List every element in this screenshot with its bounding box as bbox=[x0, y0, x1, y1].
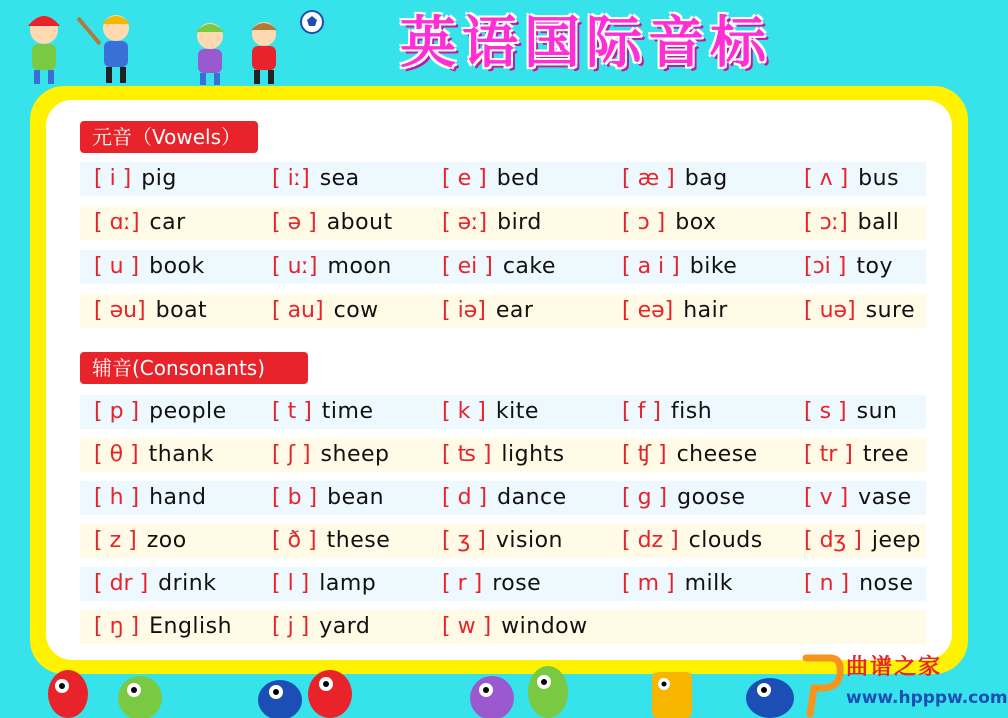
table-row bbox=[80, 438, 926, 472]
phonetic-symbol: [ j ] bbox=[272, 614, 310, 639]
phonetic-entry bbox=[94, 250, 205, 284]
phonetic-symbol: [ eə] bbox=[622, 298, 674, 323]
phonetic-symbol: [ f ] bbox=[622, 399, 661, 424]
example-word: cow bbox=[333, 298, 379, 323]
table-row bbox=[80, 250, 926, 284]
phonetic-entry bbox=[442, 294, 533, 328]
example-word: jeep bbox=[871, 528, 921, 553]
phonetic-entry bbox=[272, 250, 392, 284]
phonetic-entry bbox=[804, 162, 899, 196]
phonetic-entry bbox=[804, 524, 921, 558]
table-row bbox=[80, 610, 926, 644]
example-word: bed bbox=[496, 166, 540, 191]
example-word: car bbox=[149, 210, 186, 235]
example-word: sun bbox=[856, 399, 898, 424]
phonetic-symbol: [ɔi ] bbox=[804, 254, 847, 279]
phonetic-symbol: [ t ] bbox=[272, 399, 312, 424]
phonetic-entry bbox=[442, 481, 567, 515]
phonetic-entry bbox=[622, 438, 758, 472]
phonetic-entry bbox=[94, 524, 187, 558]
example-word: bus bbox=[858, 166, 900, 191]
phonetic-entry bbox=[94, 610, 232, 644]
phonetic-symbol: [ ŋ ] bbox=[94, 614, 140, 639]
phonetic-entry bbox=[94, 481, 206, 515]
example-word: drink bbox=[158, 571, 217, 596]
letter-monsters-icon bbox=[40, 650, 800, 718]
example-word: these bbox=[326, 528, 391, 553]
phonetic-entry bbox=[622, 162, 728, 196]
phonetic-symbol: [ θ ] bbox=[94, 442, 139, 467]
phonetic-symbol: [ ɔ ] bbox=[622, 210, 666, 235]
consonants-label: 辅音(Consonants) bbox=[80, 352, 308, 384]
example-word: boat bbox=[155, 298, 208, 323]
phonetic-symbol: [ p ] bbox=[94, 399, 140, 424]
phonetic-symbol: [ ʦ ] bbox=[442, 442, 492, 467]
example-word: nose bbox=[859, 571, 914, 596]
phonetic-symbol: [ dr ] bbox=[94, 571, 149, 596]
phonetic-entry bbox=[804, 567, 914, 601]
phonetic-symbol: [ uə] bbox=[804, 298, 856, 323]
example-word: cheese bbox=[676, 442, 758, 467]
example-word: lamp bbox=[319, 571, 377, 596]
phonetic-symbol: [ k ] bbox=[442, 399, 486, 424]
phonetic-symbol: [ ʒ ] bbox=[442, 528, 486, 553]
cartoon-kids-icon bbox=[8, 4, 338, 88]
phonetic-entry bbox=[272, 524, 390, 558]
example-word: time bbox=[321, 399, 374, 424]
phonetic-entry bbox=[442, 395, 539, 429]
phonetic-entry bbox=[622, 481, 746, 515]
vowels-label: 元音（Vowels） bbox=[80, 121, 258, 153]
phonetic-entry bbox=[272, 481, 384, 515]
phonetic-symbol: [ n ] bbox=[804, 571, 850, 596]
example-word: vision bbox=[495, 528, 563, 553]
football-icon bbox=[301, 11, 323, 33]
phonetic-entry bbox=[272, 395, 374, 429]
phonetic-entry bbox=[804, 206, 899, 240]
phonetic-symbol: [ a i ] bbox=[622, 254, 680, 279]
phonetic-symbol: [ g ] bbox=[622, 485, 668, 510]
phonetic-entry bbox=[442, 206, 542, 240]
phonetic-entry bbox=[272, 567, 376, 601]
phonetic-entry bbox=[622, 524, 763, 558]
phonetic-entry bbox=[622, 294, 728, 328]
example-word: ball bbox=[857, 210, 900, 235]
example-word: milk bbox=[684, 571, 733, 596]
phonetic-symbol: [ dʒ ] bbox=[804, 528, 862, 553]
example-word: bike bbox=[689, 254, 738, 279]
example-word: dance bbox=[497, 485, 567, 510]
phonetic-entry bbox=[804, 250, 893, 284]
phonetic-entry bbox=[94, 162, 177, 196]
phonetic-entry bbox=[94, 395, 227, 429]
phonetic-symbol: [ əu] bbox=[94, 298, 146, 323]
phonetic-symbol: [ h ] bbox=[94, 485, 140, 510]
site-logo bbox=[800, 648, 1008, 718]
example-word: people bbox=[149, 399, 227, 424]
phonetic-symbol: [ dz ] bbox=[622, 528, 679, 553]
example-word: sea bbox=[319, 166, 360, 191]
phonetic-entry bbox=[94, 206, 186, 240]
logo-name: 曲谱之家 bbox=[846, 655, 943, 680]
phonetic-entry bbox=[94, 294, 207, 328]
phonetic-symbol: [ ɑː] bbox=[94, 210, 140, 235]
example-word: sheep bbox=[320, 442, 390, 467]
phonetic-symbol: [ uː] bbox=[272, 254, 318, 279]
phonetic-symbol: [ w ] bbox=[442, 614, 492, 639]
example-word: pig bbox=[141, 166, 177, 191]
phonetic-symbol: [ s ] bbox=[804, 399, 847, 424]
phonetic-entry bbox=[442, 250, 556, 284]
phonetic-entry bbox=[622, 250, 737, 284]
logo-url: www.hpppw.com bbox=[846, 688, 1008, 708]
table-row bbox=[80, 481, 926, 515]
example-word: box bbox=[675, 210, 717, 235]
page-title: 英语国际音标 bbox=[400, 11, 772, 76]
example-word: about bbox=[326, 210, 393, 235]
example-word: hand bbox=[149, 485, 207, 510]
example-word: bag bbox=[684, 166, 728, 191]
example-word: yard bbox=[319, 614, 371, 639]
phonetic-entry bbox=[272, 438, 390, 472]
phonetic-symbol: [ ei ] bbox=[442, 254, 493, 279]
phonetic-symbol: [ əː] bbox=[442, 210, 488, 235]
example-word: bean bbox=[327, 485, 385, 510]
phonetic-symbol: [ ə ] bbox=[272, 210, 317, 235]
example-word: fish bbox=[670, 399, 713, 424]
phonetic-symbol: [ e ] bbox=[442, 166, 487, 191]
phonetic-symbol: [ r ] bbox=[442, 571, 483, 596]
phonetic-symbol: [ d ] bbox=[442, 485, 488, 510]
example-word: tree bbox=[862, 442, 910, 467]
phonetic-entry bbox=[804, 294, 915, 328]
example-word: goose bbox=[677, 485, 746, 510]
phonetic-symbol: [ u ] bbox=[94, 254, 140, 279]
example-word: vase bbox=[858, 485, 912, 510]
example-word: zoo bbox=[146, 528, 187, 553]
phonetic-symbol: [ iə] bbox=[442, 298, 486, 323]
phonetic-symbol: [ au] bbox=[272, 298, 324, 323]
phonetic-symbol: [ z ] bbox=[94, 528, 137, 553]
phonetic-symbol: [ æ ] bbox=[622, 166, 675, 191]
phonetic-symbol: [ ð ] bbox=[272, 528, 317, 553]
phonetic-entry bbox=[272, 162, 360, 196]
example-word: English bbox=[149, 614, 233, 639]
example-word: thank bbox=[148, 442, 214, 467]
example-word: kite bbox=[495, 399, 539, 424]
phonetic-entry bbox=[442, 610, 588, 644]
example-word: window bbox=[501, 614, 588, 639]
phonetic-entry bbox=[442, 162, 540, 196]
example-word: moon bbox=[327, 254, 392, 279]
phonetic-entry bbox=[622, 567, 733, 601]
example-word: lights bbox=[501, 442, 565, 467]
table-row bbox=[80, 206, 926, 240]
example-word: rose bbox=[492, 571, 542, 596]
table-row bbox=[80, 524, 926, 558]
phonetic-symbol: [ ʧ ] bbox=[622, 442, 667, 467]
phonetic-entry bbox=[272, 294, 379, 328]
example-word: sure bbox=[865, 298, 916, 323]
phonetic-entry bbox=[272, 610, 370, 644]
phonetic-symbol: [ iː] bbox=[272, 166, 310, 191]
phonetic-symbol: [ m ] bbox=[622, 571, 675, 596]
phonetic-entry bbox=[804, 395, 897, 429]
table-row bbox=[80, 294, 926, 328]
phonetic-entry bbox=[442, 567, 541, 601]
phonetic-entry bbox=[442, 524, 563, 558]
phonetic-symbol: [ tr ] bbox=[804, 442, 853, 467]
example-word: book bbox=[149, 254, 205, 279]
phonetic-entry bbox=[94, 567, 216, 601]
phonetic-symbol: [ ʃ ] bbox=[272, 442, 311, 467]
example-word: toy bbox=[856, 254, 893, 279]
phonetic-entry bbox=[442, 438, 565, 472]
phonetic-entry bbox=[804, 481, 912, 515]
phonetic-symbol: [ v ] bbox=[804, 485, 849, 510]
phonetic-entry bbox=[622, 395, 712, 429]
table-row bbox=[80, 395, 926, 429]
site-logo-icon bbox=[800, 650, 844, 716]
table-row bbox=[80, 162, 926, 196]
phonetic-symbol: [ b ] bbox=[272, 485, 318, 510]
phonetic-symbol: [ l ] bbox=[272, 571, 310, 596]
phonetic-symbol: [ i ] bbox=[94, 166, 132, 191]
example-word: hair bbox=[683, 298, 728, 323]
phonetic-symbol: [ ɔː] bbox=[804, 210, 848, 235]
phonetic-entry bbox=[804, 438, 909, 472]
table-row bbox=[80, 567, 926, 601]
example-word: ear bbox=[495, 298, 534, 323]
phonetic-symbol: [ ʌ ] bbox=[804, 166, 849, 191]
phonetic-entry bbox=[272, 206, 393, 240]
phonetic-entry bbox=[622, 206, 717, 240]
phonetic-entry bbox=[94, 438, 214, 472]
example-word: clouds bbox=[688, 528, 763, 553]
example-word: bird bbox=[497, 210, 542, 235]
example-word: cake bbox=[502, 254, 556, 279]
